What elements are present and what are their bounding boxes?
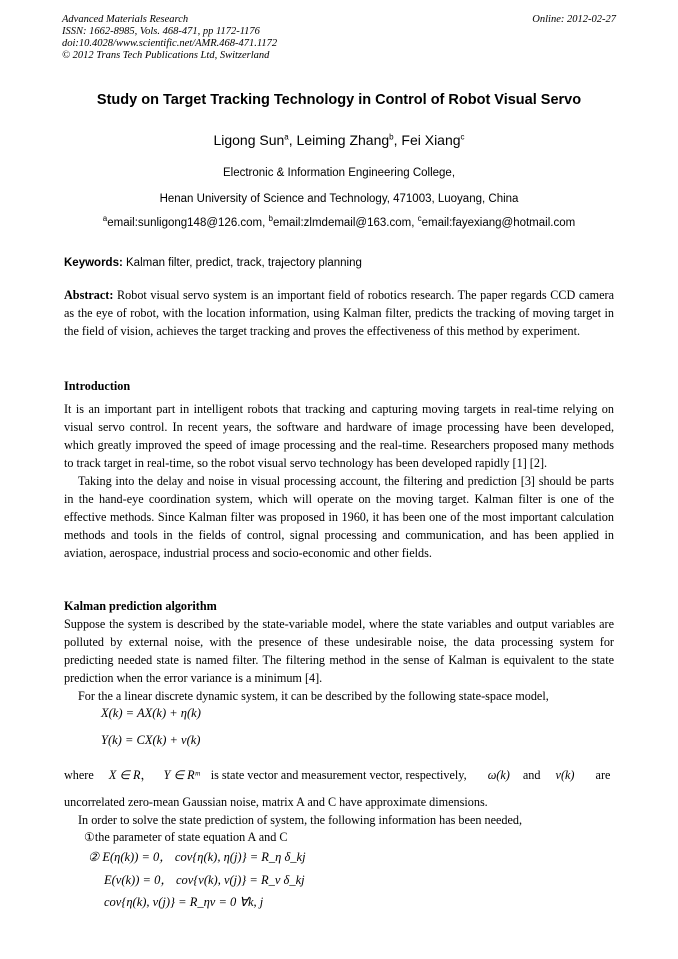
kalman-body [64, 615, 614, 705]
heading-kalman: Kalman prediction algorithm [64, 599, 217, 613]
where-line: where X ∈ R， Y ∈ Rᵐ is state vector and measurement vector, respectively, ω(k) and v(k) are [64, 768, 611, 782]
introduction-body [64, 400, 614, 562]
journal-name: Advanced Materials Research [62, 14, 189, 25]
equation-measurement: Y(k) = CX(k) + v(k) [101, 733, 201, 747]
email-2[interactable]: email:zlmdemail@163.com [272, 217, 412, 229]
email-1[interactable]: email:sunligong148@126.com [107, 217, 263, 229]
author-3: Fei Xiang [401, 132, 461, 148]
equation-state: X(k) = AX(k) + η(k) [101, 706, 201, 720]
list-item-2b: E(v(k)) = 0， cov{v(k), v(j)} = R_v δ_kj [104, 873, 305, 887]
kalman-paragraph-2: For the a linear discrete dynamic system, it can be described by the following state-space model, [78, 689, 549, 703]
keywords [64, 256, 362, 270]
affiliation-line-1: Electronic & Information Engineering College, [222, 167, 456, 179]
list-item-2: ② E(η(k)) = 0， cov{η(k), η(j)} = R_η δ_kj [88, 850, 306, 864]
kalman-paragraph-4: In order to solve the state prediction of system, the following information has been needed, [78, 813, 523, 827]
author-list: Ligong Sun$^a$, Leiming Zhang$^b$, Fei Xiang$^c$ [213, 132, 465, 148]
list-item-1: ①the parameter of state equation A and C [84, 830, 288, 844]
affiliation-line-2: Henan University of Science and Technology, 471003, Luoyang, China [159, 193, 519, 205]
heading-introduction: Introduction [64, 379, 131, 393]
keywords-label: Keywords: [64, 257, 123, 269]
author-1: Ligong Sun [213, 132, 285, 148]
issn: ISSN: 1662-8985, Vols. 468-471, pp 1172-1176 [62, 26, 260, 37]
kalman-paragraph-3: uncorrelated zero-mean Gaussian noise, matrix A and C have approximate dimensions. [64, 795, 488, 809]
abstract-text: Robot visual servo system is an important field of robotics research. The paper regards CCD camera as the eye of robot, with the location information, using Kalman filter, predicts the tracking of moving target in the field of vision, achieves the target tracking and proves the effectiveness of this method by experiment. [64, 288, 615, 338]
list-item-2c: cov{η(k), v(j)} = R_ηv = 0 ∀k, j [104, 895, 264, 909]
copyright: © 2012 Trans Tech Publications Ltd, Switzerland [62, 50, 270, 61]
journal-meta [62, 14, 277, 62]
email-3[interactable]: email:fayexiang@hotmail.com [421, 217, 576, 229]
doi: doi:10.4028/www.scientific.net/AMR.468-471.1172 [62, 38, 278, 49]
author-2: Leiming Zhang [296, 132, 390, 148]
email-line: $^a$email:sunligong148@126.com, $^b$email:zlmdemail@163.com, $^c$email:fayexiang@hotmail.com [102, 214, 576, 229]
kalman-body-2 [64, 793, 614, 829]
abstract-label: Abstract: [64, 288, 114, 302]
kalman-paragraph-1: Suppose the system is described by the state-variable model, where the state variables and output variables are polluted by external noise, with the presence of these undesirable noise, the data processing system for predicting needed state is named filter. The filtering method in the sense of Kalman is equivalent to the state prediction when the error variance is a minimum [4]. [64, 617, 614, 685]
online-date: Online: 2012-02-27 [532, 14, 616, 25]
abstract [64, 286, 614, 340]
keywords-text: Kalman filter, predict, track, trajectory planning [126, 257, 362, 269]
paper-title: Study on Target Tracking Technology in Control of Robot Visual Servo [96, 92, 582, 108]
intro-paragraph-2: Taking into the delay and noise in visual processing account, the filtering and prediction [3] should be parts in the hand-eye coordination system, which will operate on the moving target. Kalman filter is one of the effective methods. Since Kalman filter was proposed in 1960, it has been one of the most important calculation methods and tools in the fields of control, signal processing and communication, and has been applied in aviation, aerospace, industrial process and socio-economic and other fields. [64, 474, 614, 560]
intro-paragraph-1: It is an important part in intelligent robots that tracking and capturing moving targets in real-time relying on visual servo control. In recent years, the software and hardware of image processing have been developed, which greatly improved the speed of image processing and the real-time. Researchers proposed many methods to track target in real-time, so the robot visual servo technology has been developed rapidly [1] [2]. [64, 402, 614, 470]
